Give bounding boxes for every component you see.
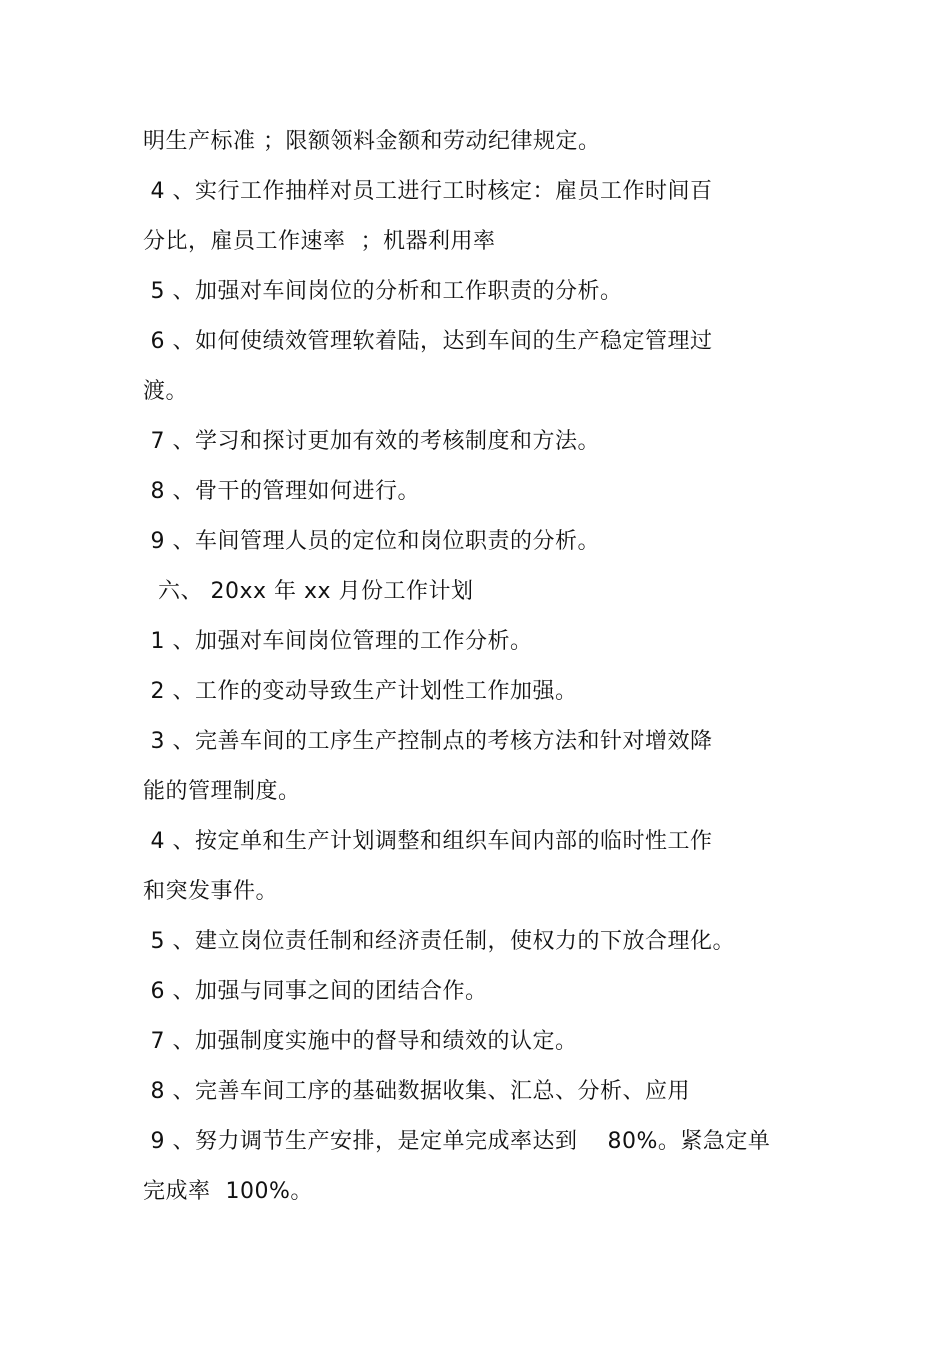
text-line: 明生产标准 ；限额领料金额和劳动纪律规定。: [143, 129, 601, 154]
list-item: 1 、加强对车间岗位管理的工作分析。: [143, 629, 533, 654]
list-item: 9 、努力调节生产安排，是定单完成率达到 80%。紧急定单: [143, 1129, 771, 1154]
text-line: 分比，雇员工作速率 ；机器利用率: [143, 229, 496, 254]
list-item: 6 、如何使绩效管理软着陆，达到车间的生产稳定管理过: [143, 329, 713, 354]
list-item: 2 、工作的变动导致生产计划性工作加强。: [143, 679, 578, 704]
list-item: 7 、学习和探讨更加有效的考核制度和方法。: [143, 429, 600, 454]
list-item: 8 、骨干的管理如何进行。: [143, 479, 420, 504]
list-item: 9 、车间管理人员的定位和岗位职责的分析。: [143, 529, 600, 554]
list-item: 8 、完善车间工序的基础数据收集、汇总、分析、应用: [143, 1079, 690, 1104]
text-line: 能的管理制度。: [143, 779, 301, 804]
list-item: 5 、加强对车间岗位的分析和工作职责的分析。: [143, 279, 623, 304]
list-item: 5 、建立岗位责任制和经济责任制，使权力的下放合理化。: [143, 929, 735, 954]
text-line: 和突发事件。: [143, 879, 279, 904]
list-item: 4 、按定单和生产计划调整和组织车间内部的临时性工作: [143, 829, 713, 854]
list-item: 4 、实行工作抽样对员工进行工时核定：雇员工作时间百: [143, 179, 713, 204]
list-item: 3 、完善车间的工序生产控制点的考核方法和针对增效降: [143, 729, 713, 754]
list-item: 6 、加强与同事之间的团结合作。: [143, 979, 488, 1004]
text-line: 渡。: [143, 379, 189, 404]
list-item: 7 、加强制度实施中的督导和绩效的认定。: [143, 1029, 578, 1054]
text-line: 完成率 100%。: [143, 1179, 313, 1204]
section-heading: 六、 20xx 年 xx 月份工作计划: [143, 579, 474, 604]
